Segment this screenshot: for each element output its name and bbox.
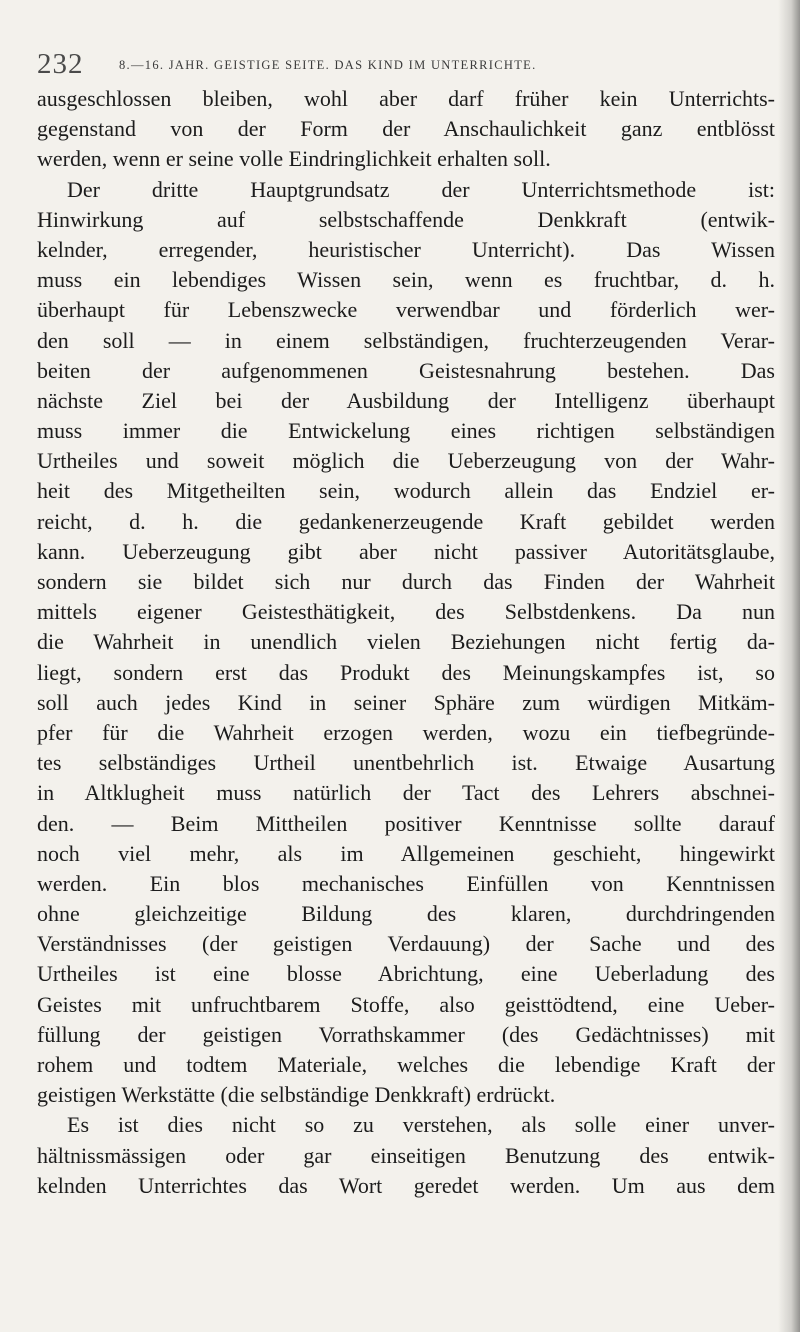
text-line: gegenstand von der Form der Anschaulichkeit ganz entblösst	[37, 116, 775, 142]
text-line: hältnissmässigen oder gar einseitigen Benutzung des entwik-	[37, 1142, 775, 1168]
text-line: in Altklugheit muss natürlich der Tact des Lehrers abschnei-	[37, 780, 775, 806]
text-line: kann. Ueberzeugung gibt aber nicht passiver Autoritätsglaube,	[37, 538, 775, 564]
text-line: füllung der geistigen Vorrathskammer (des Gedächtnisses) mit	[37, 1021, 775, 1047]
text-line: ohne gleichzeitige Bildung des klaren, durchdringenden	[37, 901, 775, 927]
text-line: überhaupt für Lebenszwecke verwendbar und förderlich wer-	[37, 297, 775, 323]
text-line: Es ist dies nicht so zu verstehen, als solle einer unver-	[67, 1112, 775, 1138]
text-line: nächste Ziel bei der Ausbildung der Intelligenz überhaupt	[37, 387, 775, 413]
text-line: Der dritte Hauptgrundsatz der Unterrichtsmethode ist:	[67, 176, 775, 202]
text-line: die Wahrheit in unendlich vielen Beziehungen nicht fertig da-	[37, 629, 775, 655]
text-line: muss immer die Entwickelung eines richtigen selbständigen	[37, 418, 775, 444]
text-line: heit des Mitgetheilten sein, wodurch allein das Endziel er-	[37, 478, 775, 504]
text-line: noch viel mehr, als im Allgemeinen geschieht, hingewirkt	[37, 840, 775, 866]
text-line: den soll — in einem selbständigen, fruchterzeugenden Verar-	[37, 327, 775, 353]
text-line: kelnder, erregender, heuristischer Unterricht). Das Wissen	[37, 236, 775, 262]
text-line: beiten der aufgenommenen Geistesnahrung bestehen. Das	[37, 357, 775, 383]
text-line: Urtheiles ist eine blosse Abrichtung, eine Ueberladung des	[37, 961, 775, 987]
text-line: soll auch jedes Kind in seiner Sphäre zum würdigen Mitkäm-	[37, 689, 775, 715]
page-header	[37, 48, 760, 80]
text-line: sondern sie bildet sich nur durch das Finden der Wahrheit	[37, 569, 775, 594]
text-line: Hinwirkung auf selbstschaffende Denkkraft (entwik-	[37, 206, 775, 232]
text-line: geistigen Werkstätte (die selbständige Denkkraft) erdrückt.	[37, 1082, 556, 1108]
page-number: 232	[37, 48, 84, 80]
text-line: werden, wenn er seine volle Eindringlichkeit erhalten soll.	[37, 146, 551, 172]
text-line: ausgeschlossen bleiben, wohl aber darf früher kein Unterrichts-	[37, 86, 775, 111]
text-line: kelnden Unterrichtes das Wort geredet werden. Um aus dem	[37, 1172, 775, 1198]
text-line: Verständnisses (der geistigen Verdauung) der Sache und des	[37, 931, 775, 957]
text-line: werden. Ein blos mechanisches Einfüllen von Kenntnissen	[37, 870, 775, 896]
text-line: tes selbständiges Urtheil unentbehrlich ist. Etwaige Ausartung	[37, 750, 775, 776]
text-line: mittels eigener Geistesthätigkeit, des Selbstdenkens. Da nun	[37, 599, 775, 625]
text-line: reicht, d. h. die gedankenerzeugende Kraft gebildet werden	[37, 508, 775, 534]
text-line: den. — Beim Mittheilen positiver Kenntnisse sollte darauf	[37, 810, 775, 836]
body-text	[37, 84, 775, 1201]
text-line: pfer für die Wahrheit erzogen werden, wozu ein tiefbegründe-	[37, 719, 775, 745]
text-line: Urtheiles und soweit möglich die Ueberzeugung von der Wahr-	[37, 448, 775, 474]
text-line: rohem und todtem Materiale, welches die lebendige Kraft der	[37, 1052, 775, 1077]
text-line: liegt, sondern erst das Produkt des Meinungskampfes ist, so	[37, 659, 775, 685]
page-edge-shadow	[778, 0, 800, 1332]
text-line: Geistes mit unfruchtbarem Stoffe, also geisttödtend, eine Ueber-	[37, 991, 775, 1017]
text-line: muss ein lebendiges Wissen sein, wenn es fruchtbar, d. h.	[37, 267, 775, 293]
running-head: 8.—16. JAHR. GEISTIGE SEITE. DAS KIND IM UNTERRICHTE.	[119, 58, 537, 72]
